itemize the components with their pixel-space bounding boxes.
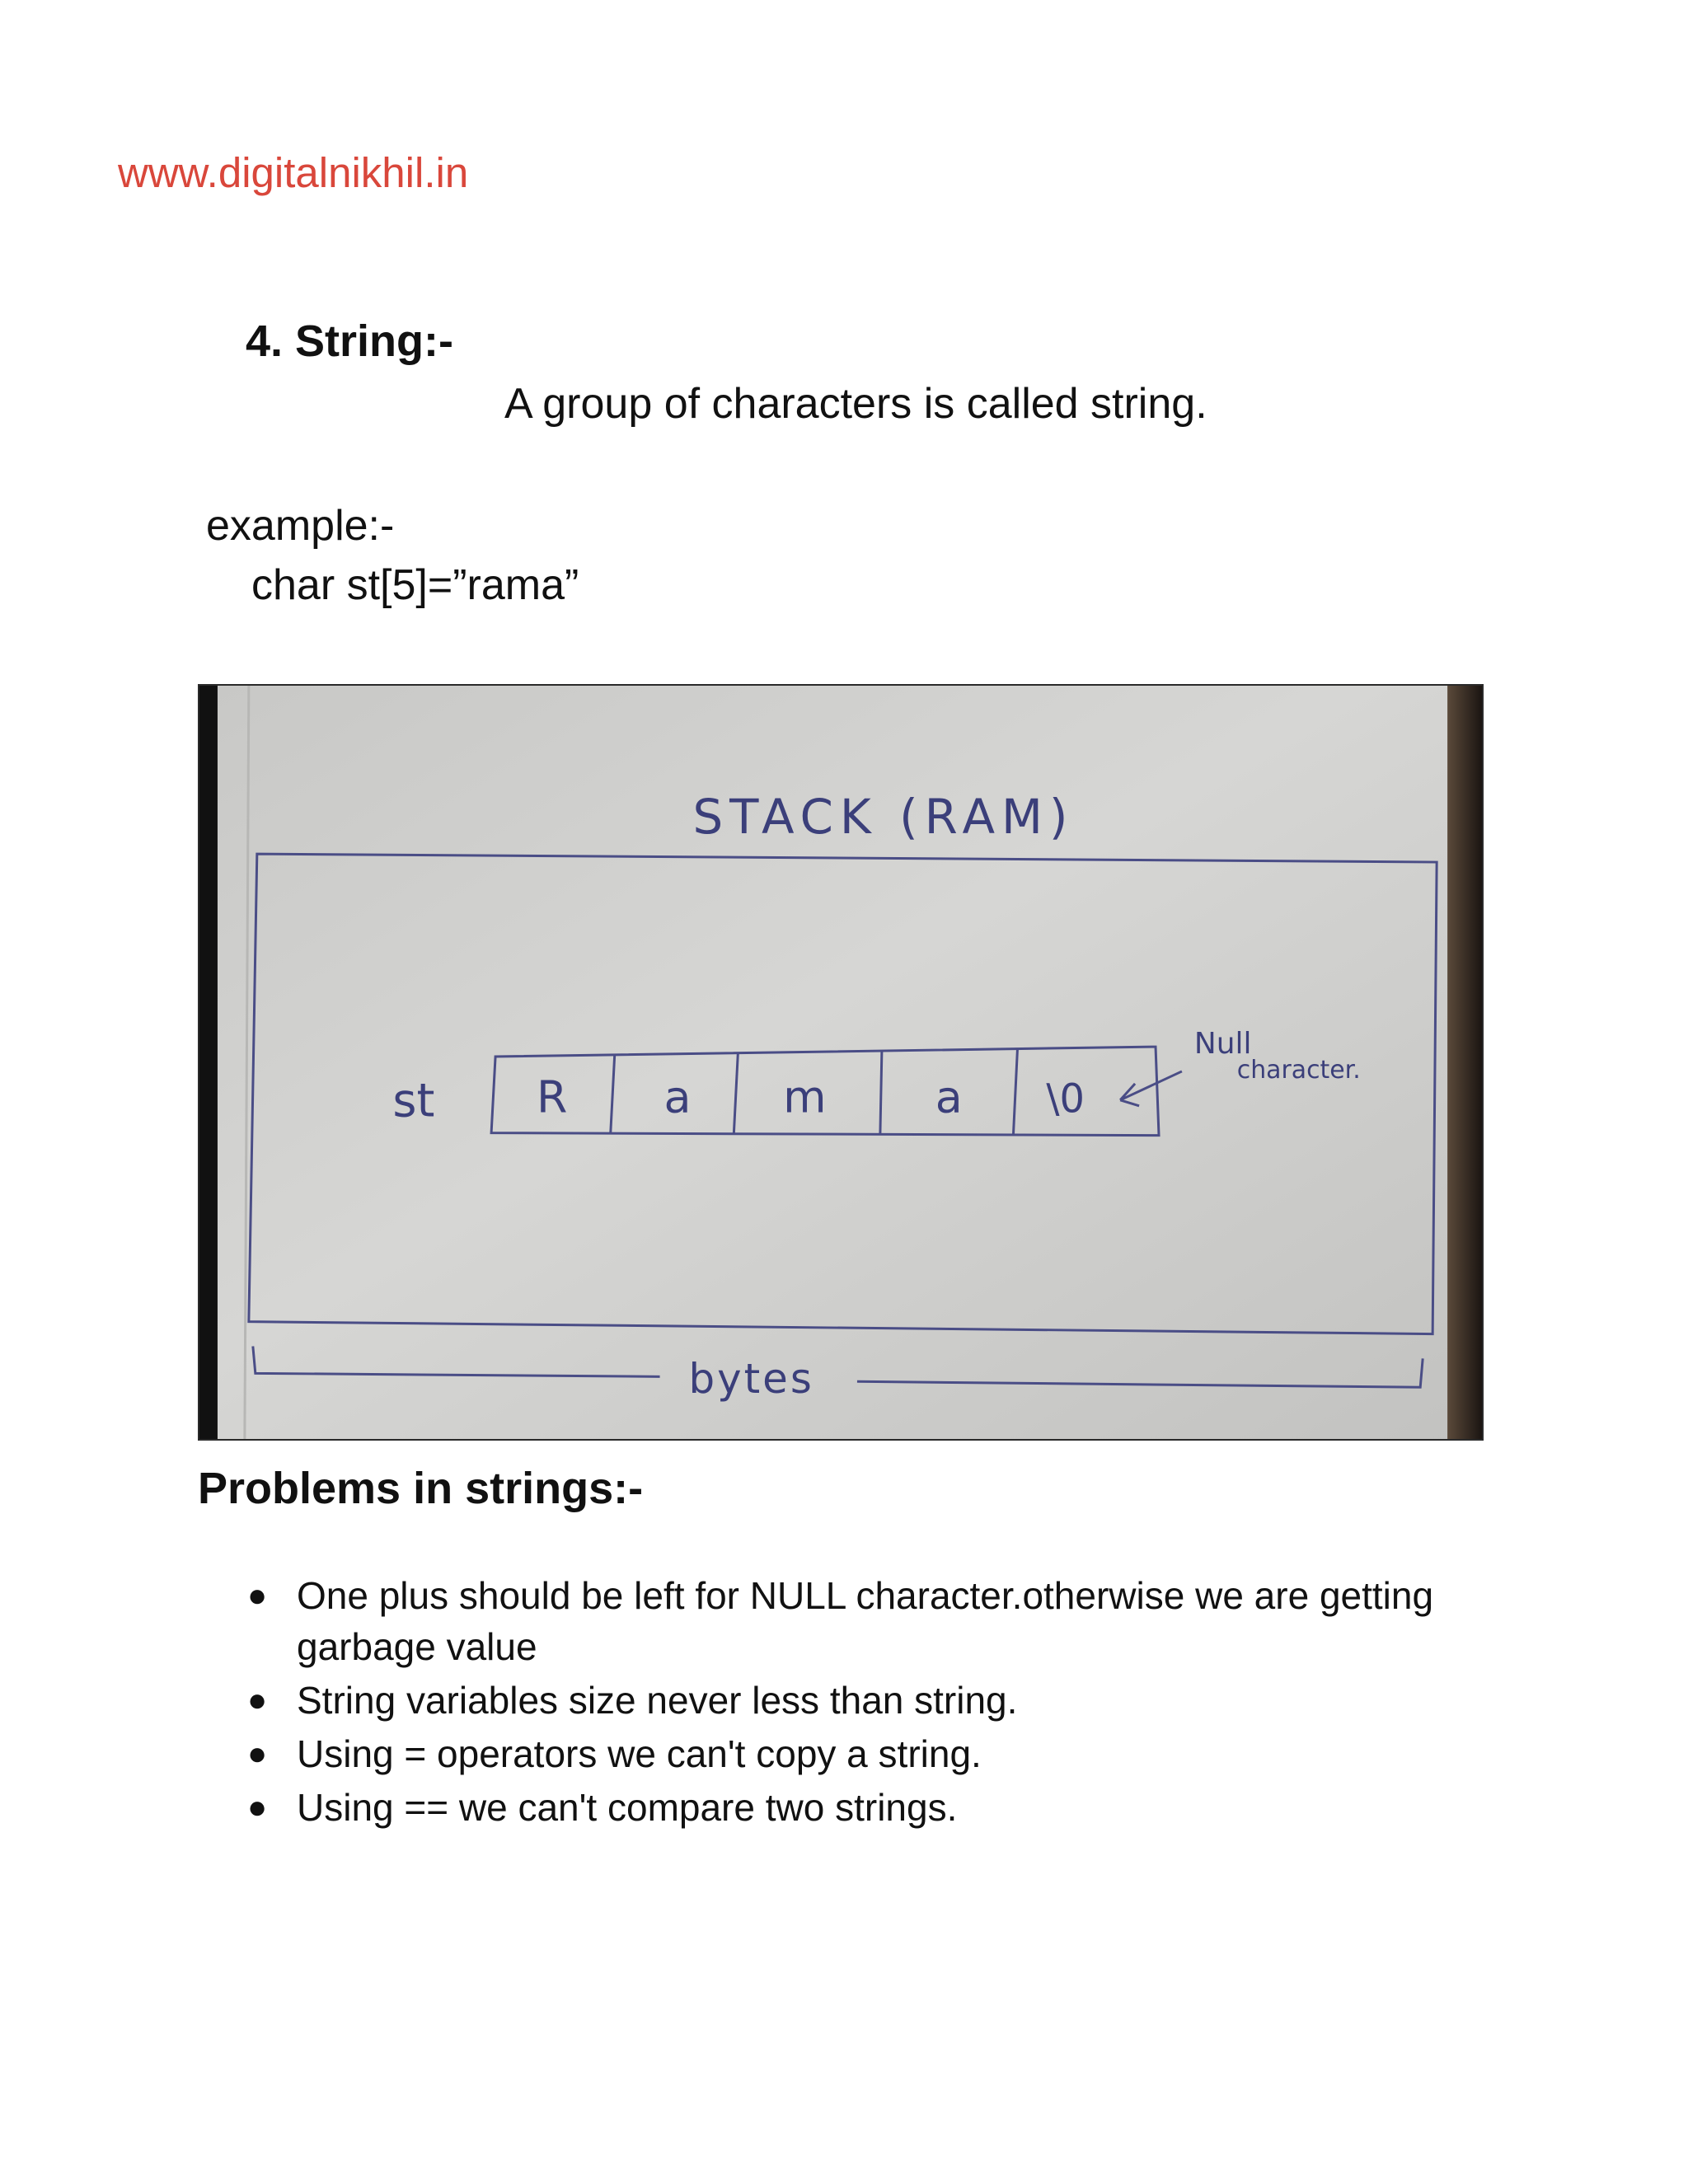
example-label: example:-: [206, 502, 395, 550]
bullet-icon: ●: [247, 1789, 268, 1825]
problems-list: [247, 1570, 1467, 1835]
cell-divider: [880, 1052, 882, 1135]
array-cell-value: \0: [1046, 1076, 1085, 1122]
list-item: [247, 1782, 1467, 1833]
bullet-icon: ●: [247, 1577, 268, 1614]
annotation-null: Null: [1193, 1027, 1252, 1062]
definition-text: A group of characters is called string.: [504, 380, 1207, 428]
variable-label: st: [392, 1074, 435, 1128]
photo-left-edge: [199, 686, 218, 1439]
bullet-icon: ●: [247, 1682, 268, 1718]
list-item: [247, 1570, 1467, 1672]
array-cell-value: a: [663, 1071, 692, 1123]
list-item-text: Using = operators we can't copy a string.: [297, 1732, 982, 1775]
bytes-label: bytes: [688, 1355, 814, 1404]
list-item-text: Using == we can't compare two strings.: [297, 1786, 958, 1829]
photo-right-edge: [1447, 686, 1482, 1439]
array-cell-value: m: [783, 1071, 827, 1123]
diagram-title: STACK (RAM): [692, 789, 1075, 846]
section-heading: 4. String:-: [246, 316, 453, 366]
array-cell-value: R: [536, 1071, 568, 1123]
example-code: char st[5]=”rama”: [251, 561, 579, 609]
list-item: [247, 1675, 1467, 1726]
problems-heading: Problems in strings:-: [198, 1464, 644, 1513]
list-item-text: One plus should be left for NULL character.otherwise we are getting garbage value: [297, 1574, 1434, 1668]
bullet-icon: ●: [247, 1736, 268, 1772]
array-cell-value: a: [935, 1071, 963, 1123]
list-item-text: String variables size never less than string.: [297, 1679, 1018, 1722]
diagram-svg: [199, 686, 1482, 1439]
annotation-character: character.: [1236, 1055, 1361, 1085]
handwritten-diagram-photo: [198, 684, 1484, 1441]
site-url[interactable]: www.digitalnikhil.in: [118, 149, 469, 196]
list-item: [247, 1728, 1467, 1779]
